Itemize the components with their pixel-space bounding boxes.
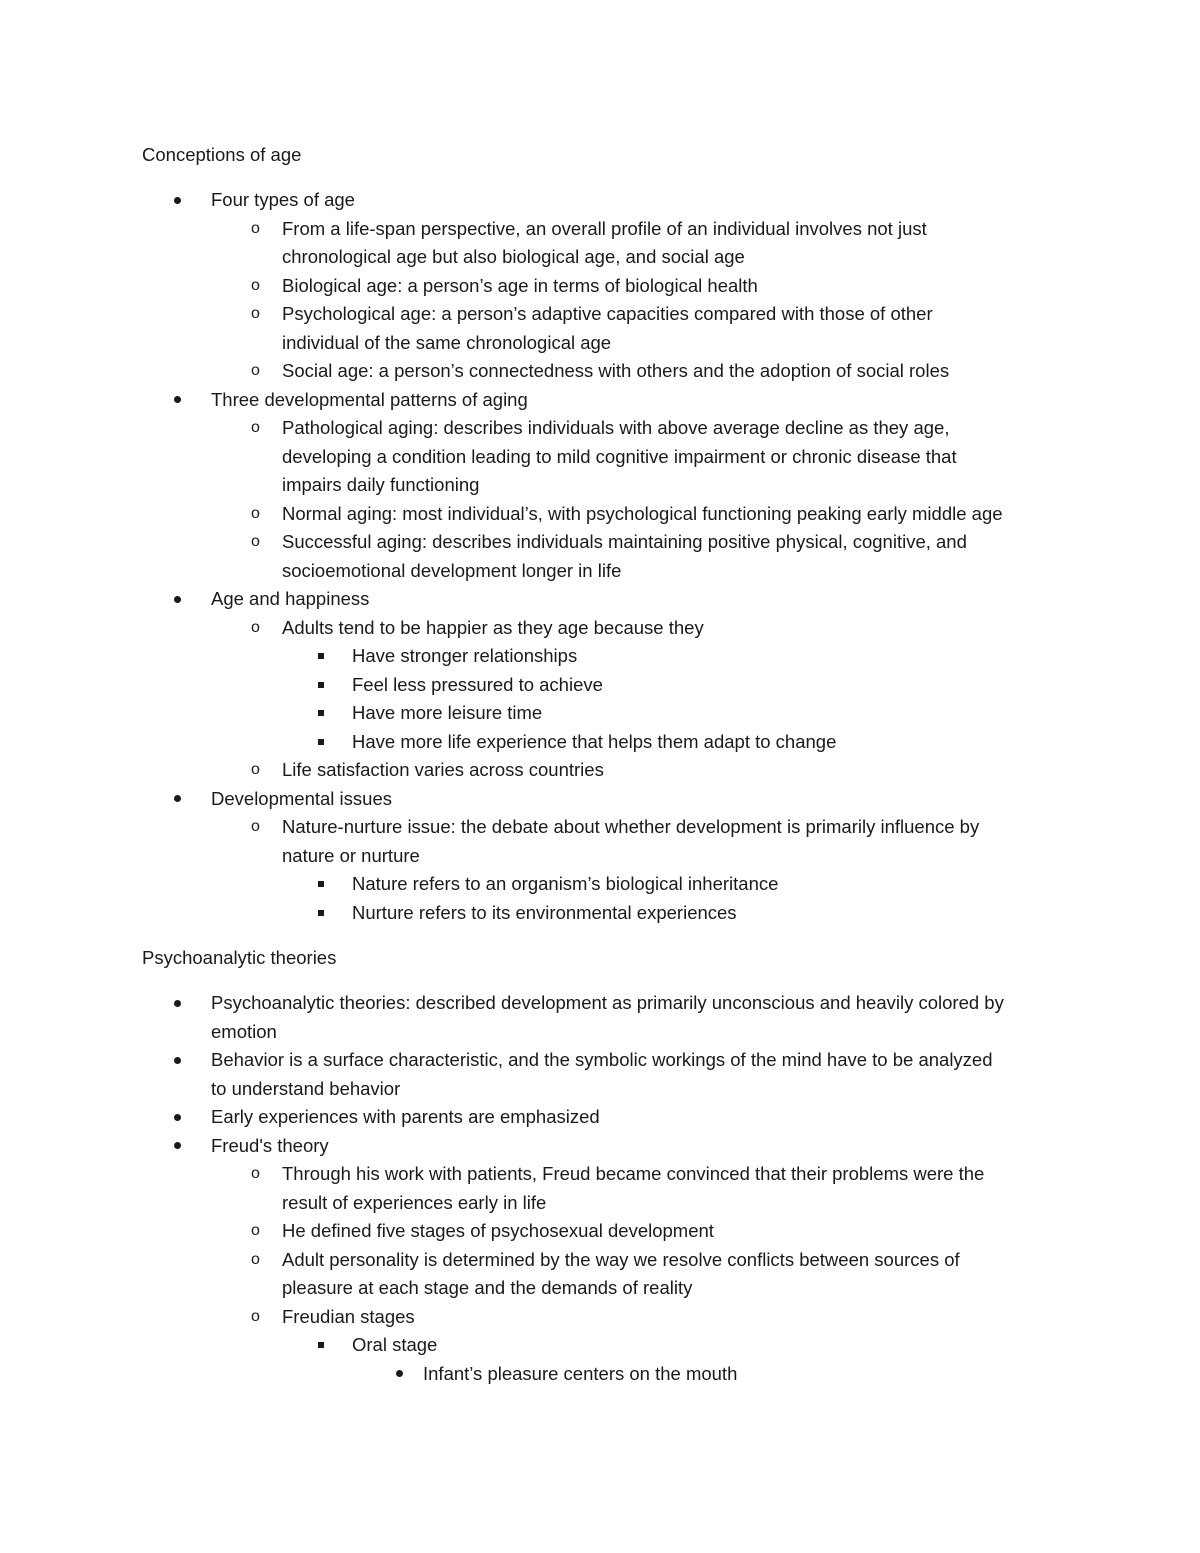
list-item — [0, 186, 1200, 215]
circle-bullet-icon: o — [251, 1307, 260, 1325]
dot-bullet-icon — [174, 1046, 181, 1075]
list-item-text: Nurture refers to its environmental experiences — [352, 901, 737, 923]
list-item-text: Normal aging: most individual’s, with psychological functioning peaking early middle age — [282, 502, 1003, 524]
list-item-text: Have more life experience that helps them adapt to change — [352, 730, 837, 752]
square-bullet-icon — [318, 728, 324, 757]
list-item — [0, 614, 1200, 643]
list-item — [0, 785, 1200, 814]
square-bullet-icon — [318, 1331, 324, 1360]
list-item-text: Have more leisure time — [352, 702, 543, 723]
section-heading-psychoanalytic-theories: Psychoanalytic theories — [142, 947, 337, 968]
list-item — [0, 414, 1200, 500]
list-item-text: Successful aging: describes individuals maintaining positive physical, cognitive, and socioemotional development longer in life — [282, 531, 967, 581]
list-item — [0, 300, 1200, 357]
dot-bullet-icon — [174, 989, 181, 1018]
list-item — [0, 1132, 1200, 1161]
list-item — [0, 272, 1200, 301]
list-item — [0, 1160, 1200, 1217]
list-item-text: Freudian stages — [282, 1305, 415, 1327]
list-item-text: Early experiences with parents are emphasized — [211, 1106, 600, 1127]
dot-bullet-icon — [174, 1132, 181, 1161]
list-item — [0, 1217, 1200, 1246]
list-item-text: Feel less pressured to achieve — [352, 673, 603, 695]
list-item — [0, 528, 1200, 585]
circle-bullet-icon: o — [251, 276, 260, 294]
list-item-text: Adult personality is determined by the way we resolve conflicts between sources of pleasure at each stage and the demands of reality — [282, 1248, 960, 1298]
circle-bullet-icon: o — [251, 618, 260, 636]
circle-bullet-icon: o — [251, 504, 260, 522]
list-item-text: Through his work with patients, Freud became convinced that their problems were the result of experiences early in life — [282, 1163, 985, 1213]
circle-bullet-icon: o — [251, 1250, 260, 1268]
circle-bullet-icon: o — [251, 305, 260, 323]
list-item-text: Biological age: a person’s age in terms of biological health — [282, 274, 758, 296]
list-item-text: Oral stage — [352, 1334, 438, 1355]
list-item-text: Psychological age: a person’s adaptive capacities compared with those of other individual of the same chronological age — [282, 303, 933, 353]
list-item-text: He defined five stages of psychosexual development — [282, 1220, 714, 1241]
list-item — [0, 642, 1200, 671]
circle-bullet-icon: o — [251, 219, 260, 237]
list-item-text: Three developmental patterns of aging — [211, 388, 528, 410]
dot-bullet-icon — [174, 186, 181, 215]
list-item — [0, 215, 1200, 272]
circle-bullet-icon: o — [251, 533, 260, 551]
outline-list-psychoanalytic-theories — [0, 989, 1200, 1388]
circle-bullet-icon: o — [251, 761, 260, 779]
circle-bullet-icon: o — [251, 419, 260, 437]
dot-bullet-icon — [174, 1103, 181, 1132]
dot-bullet-icon — [174, 785, 181, 814]
dot-bullet-icon — [174, 386, 181, 415]
list-item — [0, 899, 1200, 928]
circle-bullet-icon: o — [251, 1165, 260, 1183]
list-item-text: Pathological aging: describes individuals with above average decline as they age, developing a condition leading to mild cognitive impairment or chronic disease that impairs daily functioning — [282, 417, 957, 495]
list-item — [0, 1103, 1200, 1132]
list-item — [0, 1046, 1200, 1103]
dot-bullet-icon — [396, 1360, 403, 1389]
list-item — [0, 386, 1200, 415]
list-item-text: Four types of age — [211, 189, 355, 210]
list-item-text: Nature-nurture issue: the debate about whether development is primarily influence by nature or nurture — [282, 816, 980, 866]
list-item — [0, 699, 1200, 728]
list-item-text: Nature refers to an organism’s biological inheritance — [352, 873, 779, 894]
list-item — [0, 357, 1200, 386]
list-item — [0, 671, 1200, 700]
list-item — [0, 1246, 1200, 1303]
section-heading-conceptions-of-age: Conceptions of age — [142, 144, 302, 165]
list-item-text: Behavior is a surface characteristic, and the symbolic workings of the mind have to be analyzed to understand behavior — [211, 1049, 993, 1099]
list-item — [0, 756, 1200, 785]
square-bullet-icon — [318, 642, 324, 671]
list-item — [0, 585, 1200, 614]
dot-bullet-icon — [174, 585, 181, 614]
square-bullet-icon — [318, 671, 324, 700]
list-item — [0, 989, 1200, 1046]
list-item-text: From a life-span perspective, an overall profile of an individual involves not just chronological age but also biological age, and social age — [282, 217, 927, 267]
list-item — [0, 870, 1200, 899]
square-bullet-icon — [318, 870, 324, 899]
square-bullet-icon — [318, 699, 324, 728]
list-item-text: Developmental issues — [211, 787, 392, 809]
list-item — [0, 1360, 1200, 1389]
list-item — [0, 728, 1200, 757]
list-item — [0, 1303, 1200, 1332]
list-item-text: Have stronger relationships — [352, 645, 578, 666]
list-item-text: Social age: a person’s connectedness with others and the adoption of social roles — [282, 360, 950, 381]
list-item — [0, 813, 1200, 870]
list-item — [0, 500, 1200, 529]
list-item-text: Life satisfaction varies across countries — [282, 759, 604, 780]
circle-bullet-icon: o — [251, 818, 260, 836]
outline-list-conceptions-of-age — [0, 186, 1200, 927]
list-item — [0, 1331, 1200, 1360]
list-item-text: Adults tend to be happier as they age because they — [282, 616, 704, 638]
square-bullet-icon — [318, 899, 324, 928]
list-item-text: Infant’s pleasure centers on the mouth — [423, 1362, 738, 1384]
list-item-text: Age and happiness — [211, 588, 370, 609]
circle-bullet-icon: o — [251, 362, 260, 380]
list-item-text: Freud's theory — [211, 1134, 329, 1156]
list-item-text: Psychoanalytic theories: described development as primarily unconscious and heavily colored by emotion — [211, 992, 1004, 1042]
circle-bullet-icon: o — [251, 1222, 260, 1240]
